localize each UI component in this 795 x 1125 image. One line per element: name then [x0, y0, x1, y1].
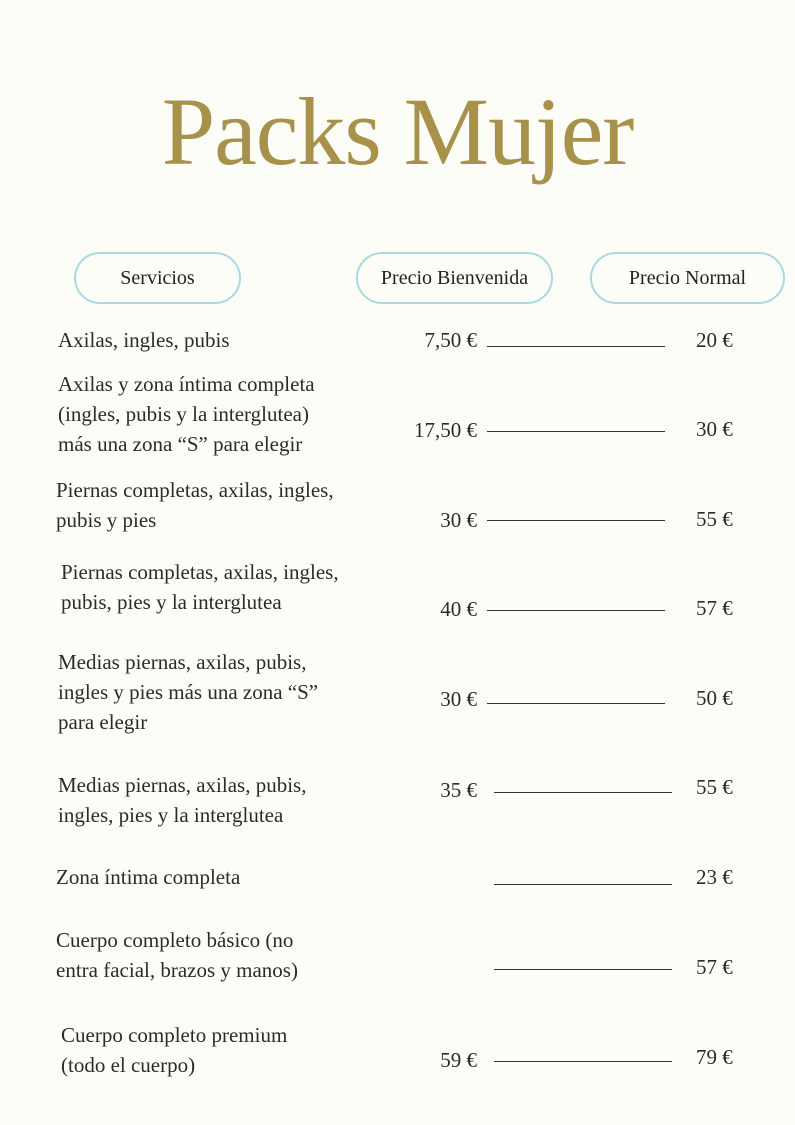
welcome-price: 17,50 € — [414, 418, 477, 442]
normal-price: 57 € — [696, 596, 733, 620]
service-line: para elegir — [58, 710, 148, 734]
welcome-price: 35 € — [440, 778, 477, 802]
welcome-price: 7,50 € — [424, 328, 477, 352]
normal-price: 30 € — [696, 417, 733, 441]
leader-line — [487, 520, 665, 521]
service-name — [56, 862, 240, 892]
service-name — [58, 369, 315, 459]
service-line: Cuerpo completo básico (no — [56, 928, 294, 952]
leader-line — [494, 884, 672, 885]
service-name — [58, 647, 318, 737]
service-name — [58, 770, 306, 830]
welcome-price: 40 € — [440, 597, 477, 621]
service-name — [61, 1020, 287, 1080]
service-line: (ingles, pubis y la interglutea) — [58, 402, 309, 426]
service-line: ingles y pies más una zona “S” — [58, 680, 319, 704]
header-normal-price: Precio Normal — [590, 252, 785, 304]
welcome-price: 30 € — [440, 687, 477, 711]
page-title: Packs Mujer — [161, 78, 634, 185]
normal-price: 55 € — [696, 507, 733, 531]
header-services: Servicios — [74, 252, 241, 304]
service-line: Medias piernas, axilas, pubis, — [58, 773, 307, 797]
service-line: más una zona “S” para elegir — [58, 432, 303, 456]
service-name — [56, 925, 298, 985]
leader-line — [487, 346, 665, 347]
service-line: Piernas completas, axilas, ingles, — [61, 560, 339, 584]
service-line: Zona íntima completa — [56, 865, 241, 889]
leader-line — [494, 1061, 672, 1062]
service-line: Medias piernas, axilas, pubis, — [58, 650, 307, 674]
service-line: ingles, pies y la interglutea — [58, 803, 284, 827]
header-welcome-price: Precio Bienvenida — [356, 252, 553, 304]
service-name — [58, 325, 230, 355]
normal-price: 50 € — [696, 686, 733, 710]
service-line: Axilas y zona íntima completa — [58, 372, 315, 396]
leader-line — [487, 610, 665, 611]
normal-price: 23 € — [696, 865, 733, 889]
service-line: Piernas completas, axilas, ingles, — [56, 478, 334, 502]
service-line: Cuerpo completo premium — [61, 1023, 288, 1047]
leader-line — [487, 703, 665, 704]
service-line: Axilas, ingles, pubis — [58, 328, 230, 352]
service-line: pubis, pies y la interglutea — [61, 590, 282, 614]
welcome-price: 59 € — [440, 1048, 477, 1072]
welcome-price: 30 € — [440, 508, 477, 532]
service-line: pubis y pies — [56, 508, 157, 532]
service-line: (todo el cuerpo) — [61, 1053, 196, 1077]
normal-price: 57 € — [696, 955, 733, 979]
normal-price: 55 € — [696, 775, 733, 799]
service-name — [61, 557, 339, 617]
leader-line — [494, 792, 672, 793]
normal-price: 20 € — [696, 328, 733, 352]
service-line: entra facial, brazos y manos) — [56, 958, 298, 982]
leader-line — [487, 431, 665, 432]
normal-price: 79 € — [696, 1045, 733, 1069]
leader-line — [494, 969, 672, 970]
service-name — [56, 475, 334, 535]
